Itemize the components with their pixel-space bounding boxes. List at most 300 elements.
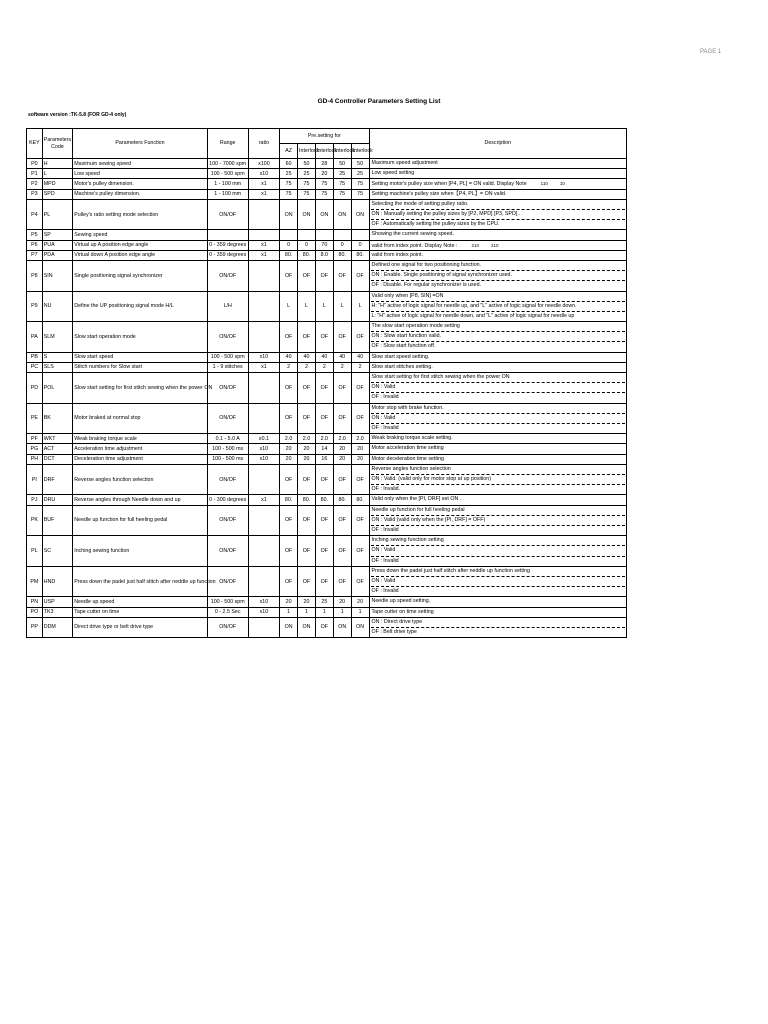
description-text: ON : Enable. Single positioning of signal synchronizer used.	[371, 272, 512, 279]
header-ratio: ratio	[248, 129, 280, 159]
preset-value: 2	[351, 362, 369, 372]
preset-value: 20	[298, 444, 316, 454]
preset-value: OF	[315, 617, 333, 637]
param-range: 100 - 500 spm	[207, 169, 248, 179]
param-key: PB	[27, 352, 43, 362]
preset-value: 75	[280, 179, 298, 189]
description-line	[371, 251, 625, 260]
table-row	[27, 566, 627, 597]
preset-value: 25	[315, 597, 333, 607]
header-sub-interlock: Interlock	[298, 144, 316, 159]
preset-value: 50	[351, 159, 369, 169]
description-line	[371, 261, 625, 271]
param-function: Acceleration time adjustment	[73, 444, 207, 454]
param-range: ON/OF	[207, 373, 248, 404]
description-text: OF : Invalid	[371, 425, 399, 432]
parameters-body	[27, 159, 627, 638]
preset-value: 80.	[298, 250, 316, 260]
param-description	[369, 597, 626, 607]
header-key: KEY	[27, 129, 43, 159]
preset-value: ON	[351, 617, 369, 637]
description-text: Low speed setting	[371, 170, 415, 177]
description-line	[371, 557, 625, 566]
preset-value: 75	[351, 189, 369, 199]
preset-value	[333, 230, 351, 240]
param-ratio: x1	[248, 240, 280, 250]
description-text: Reverse angles function selection	[371, 465, 451, 472]
param-range: ON/OF	[207, 464, 248, 495]
param-code: SIN	[42, 260, 72, 291]
header-sub-interlock: Interlock	[333, 144, 351, 159]
param-ratio: x10	[248, 352, 280, 362]
description-line	[371, 444, 625, 453]
description-text: Weak braking torque scale setting.	[371, 435, 453, 442]
description-line	[371, 577, 625, 587]
description-line	[371, 475, 625, 485]
preset-value: OF	[333, 322, 351, 353]
preset-value: 1	[333, 607, 351, 617]
param-function: Machine's pulley dimension.	[73, 189, 207, 199]
description-text: Needle up speed setting.	[371, 598, 431, 605]
preset-value: OF	[351, 322, 369, 353]
param-description	[369, 566, 626, 597]
preset-value: OF	[298, 260, 316, 291]
param-ratio: x1	[248, 179, 280, 189]
description-text: Setting machine's pulley size when【P4, PL】= ON valid.	[371, 190, 507, 197]
param-range: 0 - 359 degrees	[207, 250, 248, 260]
display-note-value: 110	[540, 181, 548, 187]
param-ratio	[248, 536, 280, 567]
param-range: ON/OF	[207, 505, 248, 536]
preset-value: 80.	[298, 495, 316, 505]
param-range: 100 - 500 ms	[207, 454, 248, 464]
preset-value: OF	[333, 403, 351, 434]
preset-value: L	[298, 291, 316, 322]
preset-value: 28	[315, 159, 333, 169]
param-description	[369, 464, 626, 495]
description-text: ON : Valid (valid only when the [PI, DRF] = OFF)	[371, 516, 486, 523]
description-line	[371, 546, 625, 556]
description-line	[371, 567, 625, 577]
description-line	[371, 200, 625, 210]
header-sub-az: AZ	[280, 144, 298, 159]
description-text: The slow start operation mode setting	[371, 323, 460, 330]
param-description	[369, 454, 626, 464]
description-line	[371, 190, 625, 199]
description-text: Valid only when the [PI, DRF] set ON .	[371, 496, 462, 503]
param-description	[369, 189, 626, 199]
param-function: Sewing speed	[73, 230, 207, 240]
param-function: Low speed	[73, 169, 207, 179]
table-row	[27, 495, 627, 505]
preset-value: L	[280, 291, 298, 322]
param-ratio: x1	[248, 250, 280, 260]
display-note-value: 210	[471, 242, 480, 248]
param-code: DRF	[42, 464, 72, 495]
table-row	[27, 505, 627, 536]
preset-value: L	[333, 291, 351, 322]
table-row	[27, 169, 627, 179]
param-key: PP	[27, 617, 43, 637]
param-ratio	[248, 617, 280, 637]
preset-value: 20	[280, 444, 298, 454]
preset-value: OF	[280, 464, 298, 495]
preset-value: 75	[315, 189, 333, 199]
preset-value: OF	[298, 403, 316, 434]
header-range: Range	[207, 129, 248, 159]
preset-value: ON	[280, 617, 298, 637]
preset-value: OF	[351, 566, 369, 597]
param-key: P5	[27, 230, 43, 240]
preset-value: 1	[351, 607, 369, 617]
param-range: 100 - 7000 spm	[207, 159, 248, 169]
param-key: P2	[27, 179, 43, 189]
table-row	[27, 260, 627, 291]
preset-value: ON	[333, 617, 351, 637]
description-line	[371, 516, 625, 526]
param-ratio: x1	[248, 189, 280, 199]
preset-value: OF	[315, 322, 333, 353]
header-presetting: Pre.setting for	[280, 129, 369, 144]
description-line	[371, 241, 625, 250]
preset-value: OF	[298, 505, 316, 536]
document-title	[0, 98, 768, 105]
param-ratio	[248, 505, 280, 536]
preset-value: 1	[280, 607, 298, 617]
description-text: ON : Valid. (valid only for motor stop at up position)	[371, 476, 491, 483]
param-description	[369, 260, 626, 291]
param-key: PN	[27, 597, 43, 607]
preset-value: 1	[298, 607, 316, 617]
param-key: P1	[27, 169, 43, 179]
description-text: OF : Disable. For regular synchronizer is used.	[371, 282, 482, 289]
preset-value: OF	[333, 260, 351, 291]
preset-value: OF	[280, 260, 298, 291]
header-code: Parameters Code	[42, 129, 72, 159]
preset-value: 80.	[351, 250, 369, 260]
param-range: 1 - 9 stitches	[207, 362, 248, 372]
param-ratio: x10	[248, 169, 280, 179]
preset-value: OF	[333, 373, 351, 404]
preset-value: 40	[298, 352, 316, 362]
table-row	[27, 159, 627, 169]
param-function: Reverse angles through Needle down and up	[73, 495, 207, 505]
param-description	[369, 495, 626, 505]
table-row	[27, 403, 627, 434]
param-function: Maximum sewing speed	[73, 159, 207, 169]
preset-value: 8.0	[315, 250, 333, 260]
param-code: PL	[42, 199, 72, 230]
description-line	[371, 271, 625, 281]
param-function: Inching sewing function	[73, 536, 207, 567]
param-function: Reverse angles function selection	[73, 464, 207, 495]
param-range: L/H	[207, 291, 248, 322]
header-function: Parameters Function	[73, 129, 207, 159]
description-line	[371, 169, 625, 178]
param-description	[369, 159, 626, 169]
preset-value: OF	[315, 373, 333, 404]
param-code: SC	[42, 536, 72, 567]
param-code: WKT	[42, 434, 72, 444]
param-description	[369, 373, 626, 404]
description-text: Slow start setting for first stitch sewing when the power ON	[371, 374, 510, 381]
preset-value: OF	[280, 373, 298, 404]
parameters-table	[26, 128, 627, 638]
table-row	[27, 444, 627, 454]
param-code: SLS	[42, 362, 72, 372]
param-code: L	[42, 169, 72, 179]
param-description	[369, 240, 626, 250]
param-ratio: x1	[248, 362, 280, 372]
preset-value: 20	[333, 597, 351, 607]
description-line	[371, 312, 625, 321]
description-line	[371, 526, 625, 535]
param-code: MPD	[42, 179, 72, 189]
preset-value: 40	[351, 352, 369, 362]
description-text: valid from index point.	[371, 251, 424, 258]
description-text: Defined one signal for two positioning function.	[371, 261, 482, 268]
param-description	[369, 322, 626, 353]
table-row	[27, 597, 627, 607]
description-text: H: "H" active of logic signal for needle up, and "L" active of logic signal for needle down.	[371, 302, 577, 309]
param-ratio: x100	[248, 159, 280, 169]
preset-value: 0	[298, 240, 316, 250]
param-key: PE	[27, 403, 43, 434]
preset-value: 20	[351, 597, 369, 607]
description-text: Maximum speed adjustment	[371, 160, 438, 166]
preset-value: L	[351, 291, 369, 322]
description-text: valid from index point. Display Note :	[371, 242, 458, 249]
description-line	[371, 587, 625, 596]
param-code: H	[42, 159, 72, 169]
description-line	[371, 465, 625, 475]
preset-value: 20	[298, 454, 316, 464]
header-sub-interlock: Interlock	[315, 144, 333, 159]
param-range: ON/OF	[207, 322, 248, 353]
preset-value: 20	[351, 444, 369, 454]
preset-value: OF	[315, 464, 333, 495]
param-function: Slow start speed	[73, 352, 207, 362]
display-note-value: 210	[491, 242, 499, 248]
description-line	[371, 220, 625, 229]
description-line	[371, 536, 625, 546]
description-text: Slow start stitches setting.	[371, 363, 433, 370]
preset-value: ON	[333, 199, 351, 230]
preset-value: 75	[315, 179, 333, 189]
preset-value: OF	[351, 505, 369, 536]
param-range: ON/OF	[207, 260, 248, 291]
preset-value: 40	[280, 352, 298, 362]
param-code: NU	[42, 291, 72, 322]
description-line	[371, 383, 625, 393]
param-ratio	[248, 322, 280, 353]
description-text: ON : Slow start function valid.	[371, 333, 442, 340]
param-description	[369, 250, 626, 260]
description-line	[371, 230, 625, 239]
preset-value: 0	[280, 240, 298, 250]
preset-value: 2.0	[333, 434, 351, 444]
description-text: ON : Manually setting the pulley sizes by [P2, MPD] [P3, SPD] .	[371, 210, 521, 217]
table-row	[27, 617, 627, 637]
preset-value: 70	[315, 240, 333, 250]
preset-value: ON	[351, 199, 369, 230]
param-description	[369, 403, 626, 434]
preset-value	[280, 230, 298, 240]
description-line	[371, 292, 625, 302]
param-code: HND	[42, 566, 72, 597]
param-description	[369, 607, 626, 617]
table-row	[27, 362, 627, 372]
description-line	[371, 179, 625, 188]
preset-value: OF	[315, 260, 333, 291]
description-text: OF : Invalid	[371, 588, 399, 595]
param-range: ON/OF	[207, 536, 248, 567]
param-ratio: x10	[248, 607, 280, 617]
param-key: P8	[27, 260, 43, 291]
param-key: PG	[27, 444, 43, 454]
preset-value: 50	[333, 159, 351, 169]
preset-value: 14	[315, 444, 333, 454]
preset-value: OF	[351, 464, 369, 495]
preset-value	[315, 230, 333, 240]
description-text: Setting motor's pulley size when [P4, PL] = ON valid. Display Note	[371, 181, 527, 188]
preset-value: OF	[280, 536, 298, 567]
description-line	[371, 597, 625, 606]
param-function: Needle up function for full heeling pedal	[73, 505, 207, 536]
software-version: software version :TK-5.8 (FOR GD-4 only)	[28, 112, 127, 118]
param-range: 1 - 100 mm	[207, 179, 248, 189]
preset-value: 80.	[333, 495, 351, 505]
description-line	[371, 495, 625, 504]
param-range: 0 - 359 degrees	[207, 240, 248, 250]
description-line	[371, 210, 625, 220]
preset-value: OF	[280, 322, 298, 353]
description-text: Motor stop with brake function.	[371, 404, 444, 411]
table-row	[27, 454, 627, 464]
preset-value: 80.	[333, 250, 351, 260]
table-row	[27, 189, 627, 199]
param-range: ON/OF	[207, 617, 248, 637]
param-description	[369, 444, 626, 454]
description-line	[371, 159, 625, 168]
param-code: PUA	[42, 240, 72, 250]
description-text: OF : Slow start function off.	[371, 343, 436, 350]
param-ratio	[248, 230, 280, 240]
preset-value: OF	[298, 373, 316, 404]
preset-value: OF	[315, 566, 333, 597]
preset-value: 2	[280, 362, 298, 372]
preset-value: OF	[351, 536, 369, 567]
preset-value: 75	[333, 179, 351, 189]
description-text: Needle up function for full heeling pedal	[371, 506, 465, 513]
param-description	[369, 617, 626, 637]
param-function: Weak braking torque scale	[73, 434, 207, 444]
table-row	[27, 230, 627, 240]
param-code: TK3	[42, 607, 72, 617]
param-key: PA	[27, 322, 43, 353]
param-range: 100 - 500 ms	[207, 444, 248, 454]
description-text: Valid only when [P8, SIN] =ON	[371, 292, 444, 299]
preset-value: 0	[351, 240, 369, 250]
description-text: Slow start speed setting.	[371, 353, 430, 360]
table-row	[27, 373, 627, 404]
description-text: ON : Valid	[371, 384, 396, 391]
description-line	[371, 506, 625, 516]
description-line	[371, 404, 625, 414]
param-key: P6	[27, 240, 43, 250]
param-function: Virtual up A position edge angle	[73, 240, 207, 250]
description-text: ON : Direct drive type	[371, 618, 423, 625]
param-function: Single positioning signal synchronizer	[73, 260, 207, 291]
param-code: BUF	[42, 505, 72, 536]
preset-value: 2	[315, 362, 333, 372]
preset-value: 20	[333, 444, 351, 454]
preset-value: OF	[315, 536, 333, 567]
table-row	[27, 464, 627, 495]
param-key: P7	[27, 250, 43, 260]
param-function: Direct drive type or belt drive type	[73, 617, 207, 637]
param-function: Press down the padel just half stitch after neddle up function	[73, 566, 207, 597]
preset-value: 75	[333, 189, 351, 199]
param-ratio: x10	[248, 454, 280, 464]
preset-value: 2.0	[315, 434, 333, 444]
preset-value: 2.0	[298, 434, 316, 444]
param-key: PD	[27, 373, 43, 404]
preset-value	[351, 230, 369, 240]
param-key: PI	[27, 464, 43, 495]
param-key: PL	[27, 536, 43, 567]
header-sub-interlock: Interlock	[351, 144, 369, 159]
preset-value: ON	[298, 199, 316, 230]
preset-value: 20	[298, 597, 316, 607]
param-description	[369, 199, 626, 230]
param-key: P4	[27, 199, 43, 230]
description-line	[371, 434, 625, 443]
table-row	[27, 352, 627, 362]
preset-value: OF	[298, 566, 316, 597]
description-text: Inching sewing function setting	[371, 537, 444, 544]
param-description	[369, 352, 626, 362]
param-range: 0 - 2.5 Sec	[207, 607, 248, 617]
param-key: PH	[27, 454, 43, 464]
param-ratio	[248, 566, 280, 597]
preset-value: 60	[280, 159, 298, 169]
preset-value: 2	[333, 362, 351, 372]
param-code: BK	[42, 403, 72, 434]
param-key: PK	[27, 505, 43, 536]
preset-value: 2	[298, 362, 316, 372]
preset-value: 0	[333, 240, 351, 250]
param-code: DRU	[42, 495, 72, 505]
preset-value: ON	[280, 199, 298, 230]
preset-value: OF	[333, 566, 351, 597]
param-key: P9	[27, 291, 43, 322]
param-range: ON/OF	[207, 566, 248, 597]
param-range	[207, 230, 248, 240]
preset-value: OF	[298, 322, 316, 353]
table-row	[27, 250, 627, 260]
param-description	[369, 230, 626, 240]
param-range: 100 - 500 spm	[207, 352, 248, 362]
description-line	[371, 281, 625, 290]
preset-value: 25	[351, 169, 369, 179]
preset-value: ON	[315, 199, 333, 230]
description-line	[371, 302, 625, 312]
param-range: 0.1 - 5.0 A	[207, 434, 248, 444]
description-text: Motor acceleration time setting	[371, 445, 444, 452]
description-line	[371, 363, 625, 372]
param-description	[369, 291, 626, 322]
